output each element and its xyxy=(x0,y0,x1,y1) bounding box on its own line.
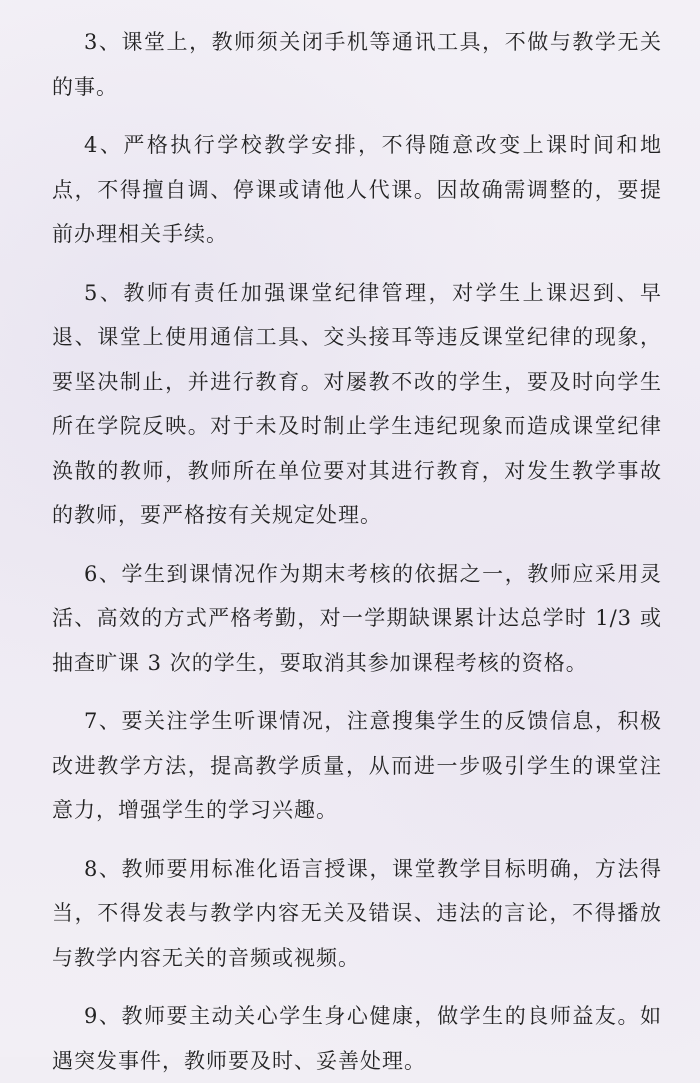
paragraph-item-4: 4、严格执行学校教学安排，不得随意改变上课时间和地点，不得擅自调、停课或请他人代课。因故确需调整的，要提前办理相关手续。 xyxy=(52,133,662,246)
paragraph-item-8: 8、教师要用标准化语言授课，课堂教学目标明确，方法得当，不得发表与教学内容无关及错误、违法的言论，不得播放与教学内容无关的音频或视频。 xyxy=(52,856,662,970)
paragraph-item-7: 7、要关注学生听课情况，注意搜集学生的反馈信息，积极改进教学方法，提高教学质量，从而进一步吸引学生的课堂注意力，增强学生的学习兴趣。 xyxy=(52,709,662,822)
paragraph-item-3: 3、课堂上，教师须关闭手机等通讯工具，不做与教学无关的事。 xyxy=(52,30,662,99)
document-body xyxy=(52,20,662,1083)
paragraph-item-9: 9、教师要主动关心学生身心健康，做学生的良师益友。如遇突发事件，教师要及时、妥善处理。 xyxy=(52,1004,662,1073)
paragraph-item-5: 5、教师有责任加强课堂纪律管理，对学生上课迟到、早退、课堂上使用通信工具、交头接耳等违反课堂纪律的现象，要坚决制止，并进行教育。对屡教不改的学生，要及时向学生所在学院反映。对于未及时制止学生违纪现象而造成课堂纪律涣散的教师，教师所在单位要对其进行教育，对发生教学事故的教师，要严格按有关规定处理。 xyxy=(52,280,662,527)
paragraph-item-6: 6、学生到课情况作为期末考核的依据之一，教师应采用灵活、高效的方式严格考勤，对一学期缺课累计达总学时 1/3 或抽查旷课 3 次的学生，要取消其参加课程考核的资格。 xyxy=(52,561,662,675)
